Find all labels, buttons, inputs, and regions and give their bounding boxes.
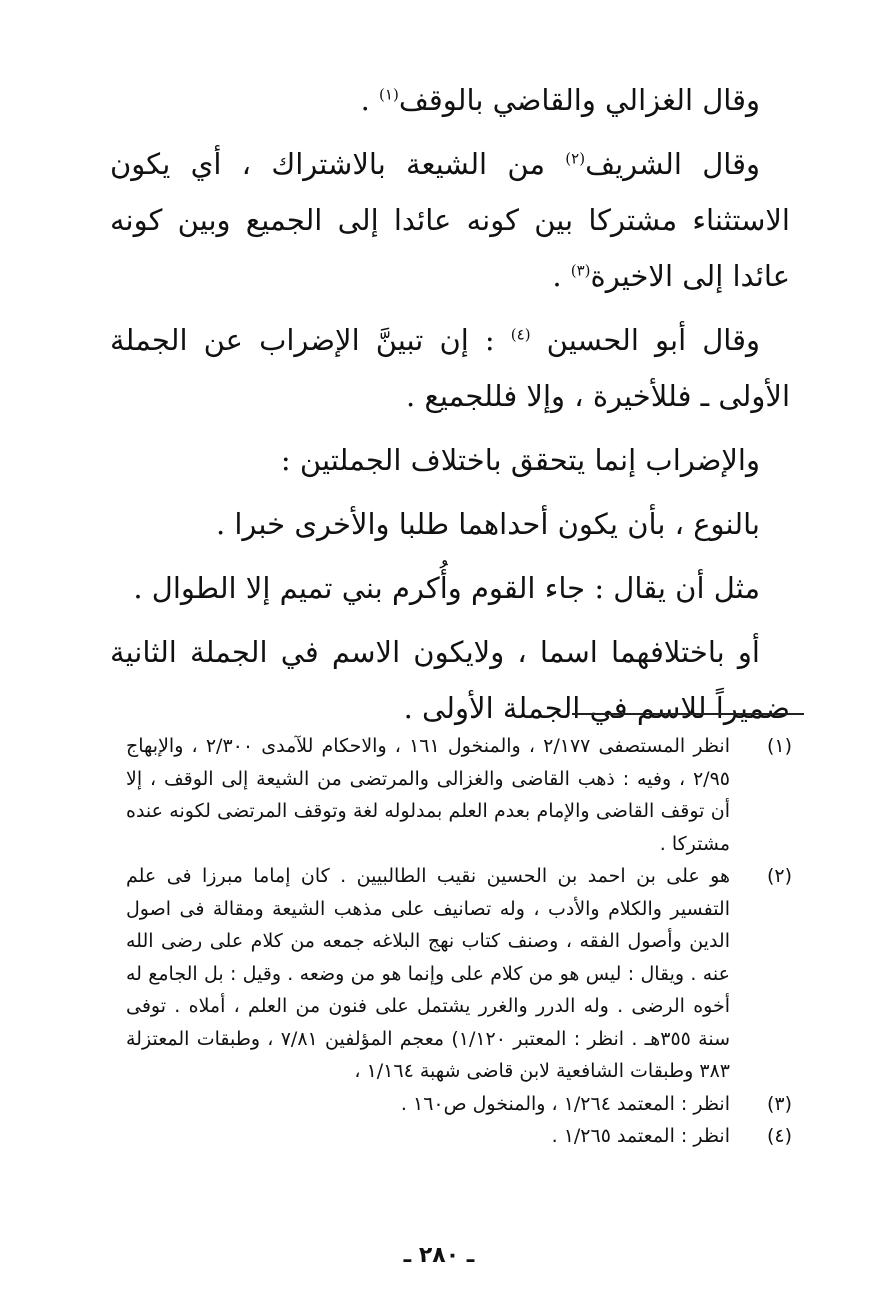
paragraph-text: وقال الغزالي والقاضي بالوقف (398, 83, 760, 117)
page-number: ـ ٢٨٠ ـ (403, 1243, 475, 1268)
footnote-separator (572, 713, 804, 715)
footnote-text: انظر : المعتمد ١/٢٦٤ ، والمنخول ص١٦٠ . (400, 1092, 730, 1115)
footnote-ref: (٤) (510, 325, 531, 344)
paragraph-tail: . (360, 83, 380, 117)
footnote-number: (٣) (766, 1092, 792, 1115)
footnote-text: انظر المستصفى ٢/١٧٧ ، والمنخول ١٦١ ، والاحكام للآمدى ٢/٣٠٠ ، والإبهاج ٢/٩٥ ، وفيه : ذهب القاضى والغزالى والمرتضى من الشيعة إلى الوقف ، إلا أن توقف القاضى والإمام بعدم العلم بمدلوله لغة وتوقف المرتضى لكونه عنده مشتركا . (126, 735, 730, 855)
paragraph-tail: : إن تبينَّ الإضراب عن الجملة الأولى ـ فللأخيرة ، وإلا فللجميع . (110, 323, 790, 413)
paragraph-4 (110, 432, 790, 488)
footnote-ref: (١) (379, 85, 399, 104)
main-text (110, 72, 790, 744)
footnote-number: (٤) (766, 1125, 792, 1147)
footnote-ref: (٣) (570, 261, 591, 280)
paragraph-text: والإضراب إنما يتحقق باختلاف الجملتين : (280, 443, 760, 477)
footnote-3 (126, 1088, 792, 1121)
paragraph-7 (110, 624, 790, 736)
paragraph-text: وقال أبو الحسين (530, 323, 760, 357)
paragraph-text: أو باختلافهما اسما ، ولايكون الاسم في الجملة الثانية ضميراً للاسم في الجملة الأولى . (110, 635, 790, 725)
paragraph-text: مثل أن يقال : جاء القوم وأُكرم بني تميم إلا الطوال . (133, 571, 760, 605)
footnote-number: (١) (766, 735, 792, 757)
paragraph-6 (110, 560, 790, 616)
footnotes (126, 730, 792, 1153)
footnote-text: هو على بن احمد بن الحسين نقيب الطالبيين . كان إماما مبرزا فى علم التفسير والكلام والأدب ، وله تصانيف على مذهب الشيعة ومقالة فى اصول الدين وأصول الفقه ، وصنف كتاب نهج البلاغه جمعه من كلام على رضى الله عنه . ويقال : ليس هو من كلام على وإنما هو من وضعه . وقيل : بل الجامع له أخوه الرضى . وله الدرر والغرر يشتمل على فنون من العلم ، أملاه . توفى سنة ٣٥٥هـ . انظر : المعتبر ١/١٢٠) معجم المؤلفين ٧/٨١ ، وطبقات المعتزلة ٣٨٣ وطبقات الشافعية لابن قاضى شهبة ١/١٦٤ ، (126, 865, 731, 1082)
footnote-4 (126, 1120, 792, 1153)
footnote-1 (126, 730, 792, 860)
paragraph-tail: . (552, 259, 571, 293)
footnote-text: انظر : المعتمد ١/٢٦٥ . (551, 1125, 730, 1147)
paragraph-1 (110, 72, 790, 128)
paragraph-tail: من الشيعة بالاشتراك ، أي يكون الاستثناء مشتركا بين كونه عائدا إلى الجميع وبين كونه عائدا إلى الاخيرة (110, 147, 790, 293)
footnote-2 (126, 860, 792, 1088)
paragraph-2 (110, 136, 790, 304)
paragraph-text: وقال الشريف (585, 147, 760, 181)
footnote-ref: (٢) (565, 149, 586, 168)
paragraph-3 (110, 312, 790, 424)
footnote-number: (٢) (766, 865, 792, 887)
paragraph-text: بالنوع ، بأن يكون أحداهما طلبا والأخرى خبرا . (215, 507, 760, 541)
paragraph-5 (110, 496, 790, 552)
